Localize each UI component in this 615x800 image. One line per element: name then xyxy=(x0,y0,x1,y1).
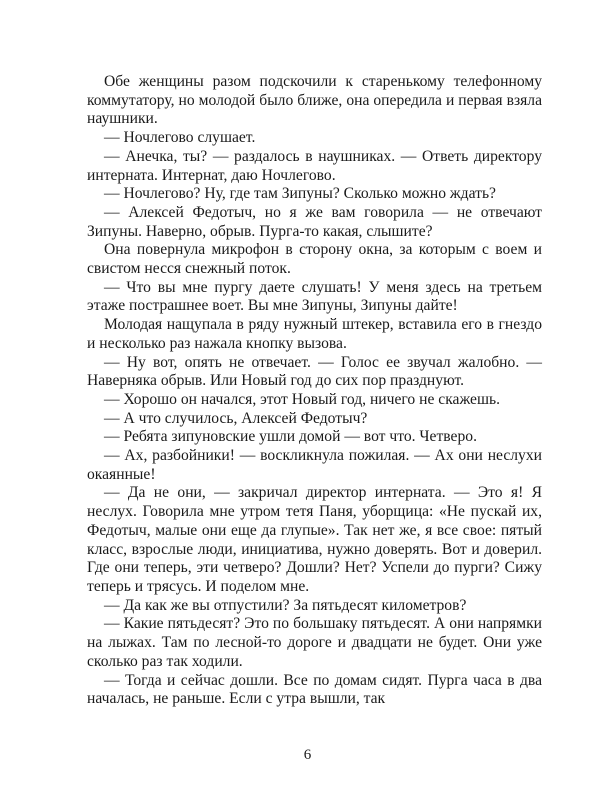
paragraph: — Ночлегово? Ну, где там Зипуны? Сколько можно ждать? xyxy=(104,185,496,203)
paragraph: Она повернула микрофон в сторону окна, за которым с воем и свистом несся снежный поток. xyxy=(87,241,542,278)
paragraph: Обе женщины разом подскочили к старенькому телефонному коммутатору, но молодой было ближе, она опередила и первая взяла наушники. xyxy=(87,73,542,128)
paragraph: — Алексей Федотыч, но я же вам говорила — не отвечают Зипуны. Наверно, обрыв. Пурга-то какая, слышите? xyxy=(87,203,542,240)
paragraph: — Ну вот, опять не отвечает. — Голос ее звучал жалобно. — Наверняка обрыв. Или Новый год до сих пор празднуют. xyxy=(87,353,542,390)
paragraph: — Хорошо он начался, этот Новый год, ничего не скажешь. xyxy=(104,390,500,408)
page-number: 6 xyxy=(303,747,312,763)
paragraph: — Анечка, ты? — раздалось в наушниках. — Ответь директору интерната. Интернат, даю Ночлегово. xyxy=(87,147,542,184)
paragraph: — Что вы мне пургу даете слушать! У меня здесь на третьем этаже пострашнее воет. Вы мне Зипуны, Зипуны дайте! xyxy=(87,278,542,315)
paragraph: — Да не они, — закричал директор интерната. — Это я! Я неслух. Говорила мне утром тетя Паня, уборщица: «Не пускай их, Федотыч, малые они еще да глупые». Так нет же, я все свое: пятый класс, взрослые люди, инициатива, нужно доверять. Вот и доверил. Где они теперь, эти четверо? Дошли? Нет? Успели до пурги? Сижу теперь и трясусь. И поделом мне. xyxy=(87,484,542,595)
paragraph: Молодая нащупала в ряду нужный штекер, вставила его в гнездо и несколько раз нажала кнопку вызова. xyxy=(87,316,542,352)
paragraph: — Какие пятьдесят? Это по большаку пятьдесят. А они напрямки на лыжах. Там по лесной-то дороге и двадцати не будет. Они уже сколько раз так ходили. xyxy=(87,615,542,670)
paragraph: — Да как же вы отпустили? За пятьдесят километров? xyxy=(104,596,467,614)
paragraph: — А что случилось, Алексей Федотыч? xyxy=(104,409,368,427)
paragraph: — Тогда и сейчас дошли. Все по домам сидят. Пурга часа в два началась, не раньше. Если с утра вышли, так xyxy=(87,671,542,708)
paragraph: — Ах, разбойники! — воскликнула пожилая. — Ах они неслухи окаянные! xyxy=(87,447,542,483)
paragraph: — Ночлегово слушает. xyxy=(104,129,256,147)
paragraph: — Ребята зипуновские ушли домой — вот что. Четверо. xyxy=(104,428,477,446)
body-text xyxy=(87,73,542,709)
